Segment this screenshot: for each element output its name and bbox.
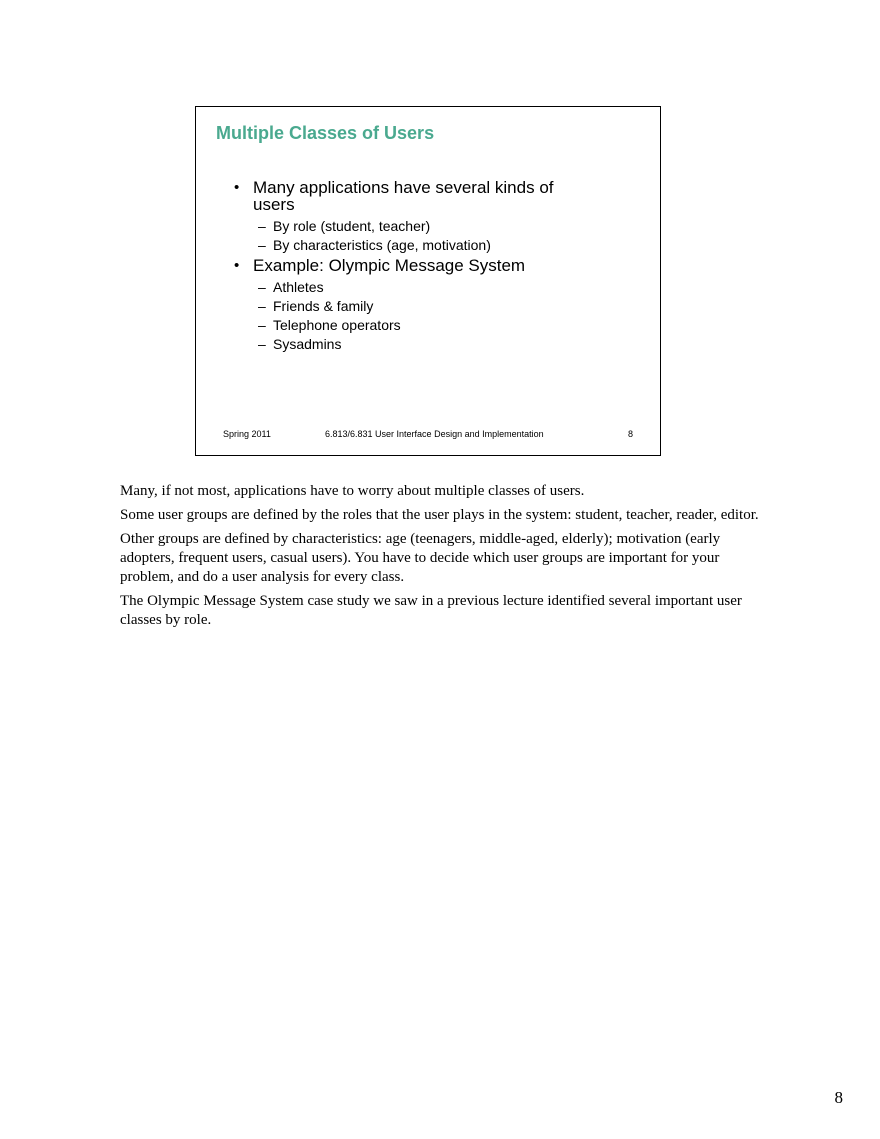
slide-sub-list [234,217,594,255]
slide-sub-list [234,278,594,354]
slide-sub-bullet-text: Telephone operators [273,317,401,333]
bullet-dot: • [234,179,240,196]
slide-sub-bullet [258,316,594,335]
notes-paragraph: Some user groups are defined by the roles that the user plays in the system: student, teacher, reader, editor. [120,507,759,523]
slide-bullet-list [234,179,594,356]
slide-sub-bullet [258,335,594,354]
slide-sub-bullet [258,297,594,316]
slide-sub-bullet-text: Friends & family [273,298,374,314]
slide-footer-number: 8 [627,429,633,439]
slide-bullet [234,257,594,274]
slide-sub-bullet [258,217,594,236]
slide-sub-bullet [258,236,594,255]
dash-mark: – [258,317,266,333]
slide-footer-term: Spring 2011 [223,429,271,439]
slide-sub-bullet-text: By role (student, teacher) [273,218,431,234]
lecture-notes [120,482,760,635]
notes-paragraph: Other groups are defined by characteristics: age (teenagers, middle-aged, elderly); motivation (early adopters, frequent users, casual users). You have to decide which user groups are important for your problem, and do a user analysis for every class. [120,531,721,585]
slide-bullet-text: Example: Olympic Message System [253,256,526,275]
slide-footer-course: 6.813/6.831 User Interface Design and Implementation [325,429,544,439]
notes-paragraph: Many, if not most, applications have to worry about multiple classes of users. [120,483,585,499]
slide-title: Multiple Classes of Users [216,123,435,143]
notes-paragraph: The Olympic Message System case study we saw in a previous lecture identified several important user classes by role. [120,593,742,628]
slide-sub-bullet-text: Sysadmins [273,336,342,352]
slide-sub-bullet-text: Athletes [273,279,324,295]
slide-bullet [234,179,594,213]
dash-mark: – [258,279,266,295]
bullet-dot: • [234,257,240,274]
dash-mark: – [258,298,266,314]
dash-mark: – [258,218,266,234]
slide-bullet-text: Many applications have several kinds of users [253,178,554,214]
dash-mark: – [258,237,266,253]
slide-sub-bullet [258,278,594,297]
page-number: 8 [834,1088,843,1107]
slide-image [195,106,661,456]
dash-mark: – [258,336,266,352]
slide-sub-bullet-text: By characteristics (age, motivation) [273,237,491,253]
slide-footer [223,429,633,443]
